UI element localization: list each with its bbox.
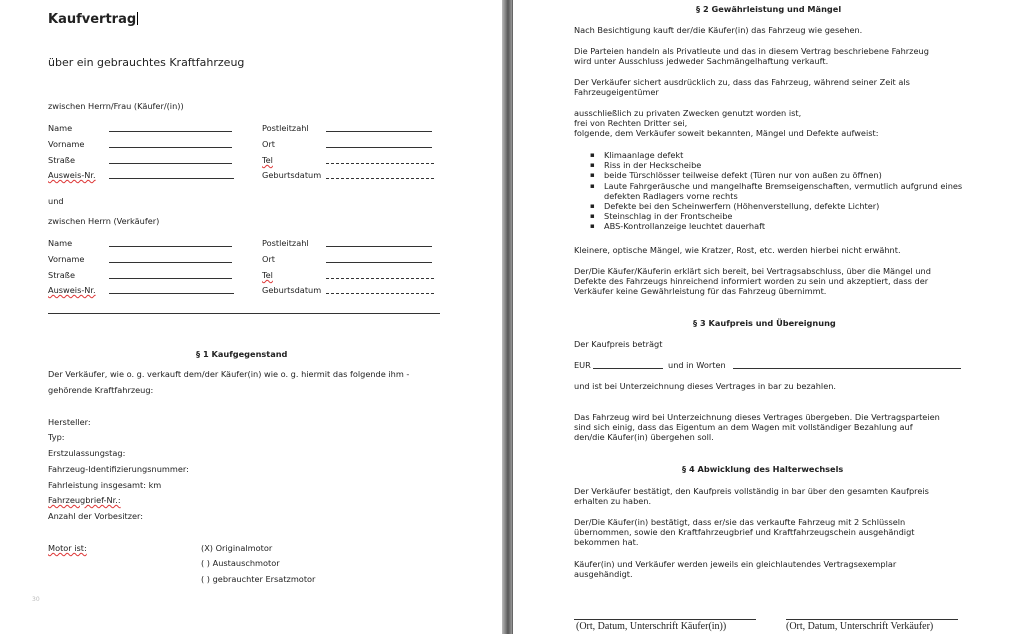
section-2-p6-line-1: Der/Die Käufer/Käuferin erklärt sich bereit, bei Vertragsabschluss, über die Mängel und	[574, 266, 931, 276]
section-2-p6-line-3: Verkäufer keine Gewährleistung für das Fahrzeug übernimmt.	[574, 286, 827, 296]
buyer-zip-field[interactable]	[326, 131, 432, 132]
buyer-id-label: Ausweis-Nr.	[48, 170, 96, 180]
seller-signature-line[interactable]	[786, 619, 958, 620]
page-gutter	[502, 0, 512, 634]
list-item: ▪ Steinschlag in der Frontscheibe	[574, 211, 974, 221]
seller-firstname-label: Vorname	[48, 254, 85, 264]
section-2-p1: Nach Besichtigung kauft der/die Käufer(in) das Fahrzeug wie gesehen.	[574, 25, 863, 35]
buyer-street-label: Straße	[48, 155, 75, 165]
seller-name-field[interactable]	[109, 246, 232, 247]
seller-birthdate-label: Geburtsdatum	[262, 285, 322, 295]
buyer-city-label: Ort	[262, 139, 276, 149]
section-4-p2-line-1: Der/Die Käufer(in) bestätigt, dass er/sie das verkaufte Fahrzeug mit 2 Schlüsseln	[574, 517, 906, 527]
list-item: ▪ ABS-Kontrollanzeige leuchtet dauerhaft	[574, 221, 974, 231]
section-2-p4-line-2: frei von Rechten Dritter sei,	[574, 118, 688, 128]
section-3-p3-line-2: sind sich einig, dass das Eigentum an dem Wagen mit vollständiger Bezahlung auf	[574, 422, 913, 432]
seller-street-field[interactable]	[109, 278, 232, 279]
left-page	[0, 0, 502, 634]
section-2-p6-line-2: Defekte des Fahrzeugs hinreichend informiert worden zu sein und akzeptiert, dass der	[574, 276, 929, 286]
section-4-p3-line-1: Käufer(in) und Verkäufer werden jeweils ein gleichlautendes Vertragsexemplar	[574, 559, 897, 569]
section-2-title: § 2 Gewährleistung und Mängel	[696, 4, 842, 14]
section-4-title: § 4 Abwicklung des Halterwechsels	[682, 464, 844, 474]
vehicle-previous-owners-label: Anzahl der Vorbesitzer:	[48, 511, 144, 521]
section-1-text-line-2: gehörende Kraftfahrzeug:	[48, 385, 154, 395]
defects-list	[574, 150, 974, 232]
buyer-phone-field[interactable]	[326, 163, 434, 164]
seller-heading: zwischen Herrn (Verkäufer)	[48, 216, 160, 226]
seller-zip-field[interactable]	[326, 246, 432, 247]
list-item: ▪ Laute Fahrgeräusche und mangelhafte Bremseigenschaften, vermutlich aufgrund eines defekten Radlagers vorne rechts	[574, 181, 974, 201]
buyer-street-field[interactable]	[109, 163, 232, 164]
seller-phone-field[interactable]	[326, 278, 434, 279]
motor-option-original[interactable]: (X) Originalmotor	[201, 543, 273, 553]
buyer-city-field[interactable]	[326, 147, 432, 148]
list-item: ▪ Defekte bei den Scheinwerfern (Höhenverstellung, defekte Lichter)	[574, 201, 974, 211]
seller-street-label: Straße	[48, 270, 75, 280]
buyer-heading: zwischen Herrn/Frau (Käufer/(in))	[48, 101, 184, 111]
section-2-p4-line-1: ausschließlich zu privaten Zwecken genutzt worden ist,	[574, 108, 802, 118]
section-4-p3-line-2: ausgehändigt.	[574, 569, 633, 579]
section-2-p3-line-1: Der Verkäufer sichert ausdrücklich zu, dass das Fahrzeug, während seiner Zeit als	[574, 77, 910, 87]
price-amount-field[interactable]	[593, 368, 663, 369]
vehicle-mileage-label: Fahrleistung insgesamt: km	[48, 480, 162, 490]
right-page	[512, 0, 1020, 634]
section-4-p2-line-3: bekommen hat.	[574, 537, 639, 547]
section-2-p4-line-3: folgende, dem Verkäufer soweit bekannten, Mängel und Defekte aufweist:	[574, 128, 879, 138]
motor-option-exchange[interactable]: ( ) Austauschmotor	[201, 558, 280, 568]
buyer-firstname-field[interactable]	[109, 147, 232, 148]
section-4-p1-line-1: Der Verkäufer bestätigt, den Kaufpreis vollständig in bar über den gesamten Kaufpreis	[574, 486, 929, 496]
section-3-p3-line-3: den/die Käufer(in) übergehen soll.	[574, 432, 714, 442]
buyer-signature-caption: (Ort, Datum, Unterschrift Käufer(in))	[576, 621, 727, 632]
section-3-p1: Der Kaufpreis beträgt	[574, 339, 663, 349]
section-4-p1-line-2: erhalten zu haben.	[574, 496, 652, 506]
buyer-phone-label: Tel	[262, 155, 273, 165]
buyer-name-label: Name	[48, 123, 73, 133]
seller-id-field[interactable]	[109, 293, 234, 294]
list-item: ▪ Riss in der Heckscheibe	[574, 160, 974, 170]
seller-city-field[interactable]	[326, 262, 432, 263]
buyer-birthdate-field[interactable]	[326, 178, 434, 179]
price-words-label: und in Worten	[668, 360, 726, 370]
vehicle-manufacturer-label: Hersteller:	[48, 417, 91, 427]
document-subtitle: über ein gebrauchtes Kraftfahrzeug	[48, 56, 245, 69]
seller-firstname-field[interactable]	[109, 262, 232, 263]
buyer-id-field[interactable]	[109, 178, 234, 179]
section-2-p2-line-1: Die Parteien handeln als Privatleute und das in diesem Vertrag beschriebene Fahrzeug	[574, 46, 929, 56]
price-words-field[interactable]	[733, 368, 961, 369]
buyer-signature-line[interactable]	[574, 619, 756, 620]
seller-name-label: Name	[48, 238, 73, 248]
page-number: 30	[32, 596, 40, 603]
vehicle-first-registration-label: Erstzulassungstag:	[48, 448, 126, 458]
buyer-name-field[interactable]	[109, 131, 232, 132]
buyer-firstname-label: Vorname	[48, 139, 85, 149]
seller-birthdate-field[interactable]	[326, 293, 434, 294]
seller-zip-label: Postleitzahl	[262, 238, 309, 248]
list-item: ▪ Klimaanlage defekt	[574, 150, 974, 160]
price-eur-label: EUR	[574, 360, 591, 370]
section-4-p2-line-2: übernommen, sowie den Kraftfahrzeugbrief und Kraftfahrzeugschein ausgehändigt	[574, 527, 915, 537]
and-text: und	[48, 196, 64, 206]
buyer-zip-label: Postleitzahl	[262, 123, 309, 133]
seller-city-label: Ort	[262, 254, 276, 264]
motor-option-used-replacement[interactable]: ( ) gebrauchter Ersatzmotor	[201, 574, 316, 584]
section-3-title: § 3 Kaufpreis und Übereignung	[693, 318, 836, 328]
section-1-title: § 1 Kaufgegenstand	[196, 349, 288, 359]
section-3-p3-line-1: Das Fahrzeug wird bei Unterzeichnung dieses Vertrages übergeben. Die Vertragsparteien	[574, 412, 940, 422]
seller-id-label: Ausweis-Nr.	[48, 285, 96, 295]
section-1-text-line-1: Der Verkäufer, wie o. g. verkauft dem/der Käufer(in) wie o. g. hiermit das folgende ihm -	[48, 369, 410, 379]
vehicle-vin-label: Fahrzeug-Identifizierungsnummer:	[48, 464, 189, 474]
section-2-p2-line-2: wird unter Ausschluss jedweder Sachmängelhaftung verkauft.	[574, 56, 829, 66]
text-cursor	[137, 12, 138, 25]
list-item: ▪ beide Türschlösser teilweise defekt (Türen nur von außen zu öffnen)	[574, 170, 974, 180]
vehicle-type-label: Typ:	[48, 432, 65, 442]
document-title: Kaufvertrag	[48, 12, 137, 27]
vehicle-registration-doc-label: Fahrzeugbrief-Nr.:	[48, 495, 121, 505]
motor-label: Motor ist:	[48, 543, 87, 553]
section-2-p5: Kleinere, optische Mängel, wie Kratzer, Rost, etc. werden hierbei nicht erwähnt.	[574, 245, 901, 255]
buyer-birthdate-label: Geburtsdatum	[262, 170, 322, 180]
separator-line	[48, 313, 440, 314]
section-3-p2: und ist bei Unterzeichnung dieses Vertrages in bar zu bezahlen.	[574, 381, 837, 391]
section-2-p3-line-2: Fahrzeugeigentümer	[574, 87, 659, 97]
seller-signature-caption: (Ort, Datum, Unterschrift Verkäufer)	[786, 621, 934, 632]
seller-phone-label: Tel	[262, 270, 273, 280]
